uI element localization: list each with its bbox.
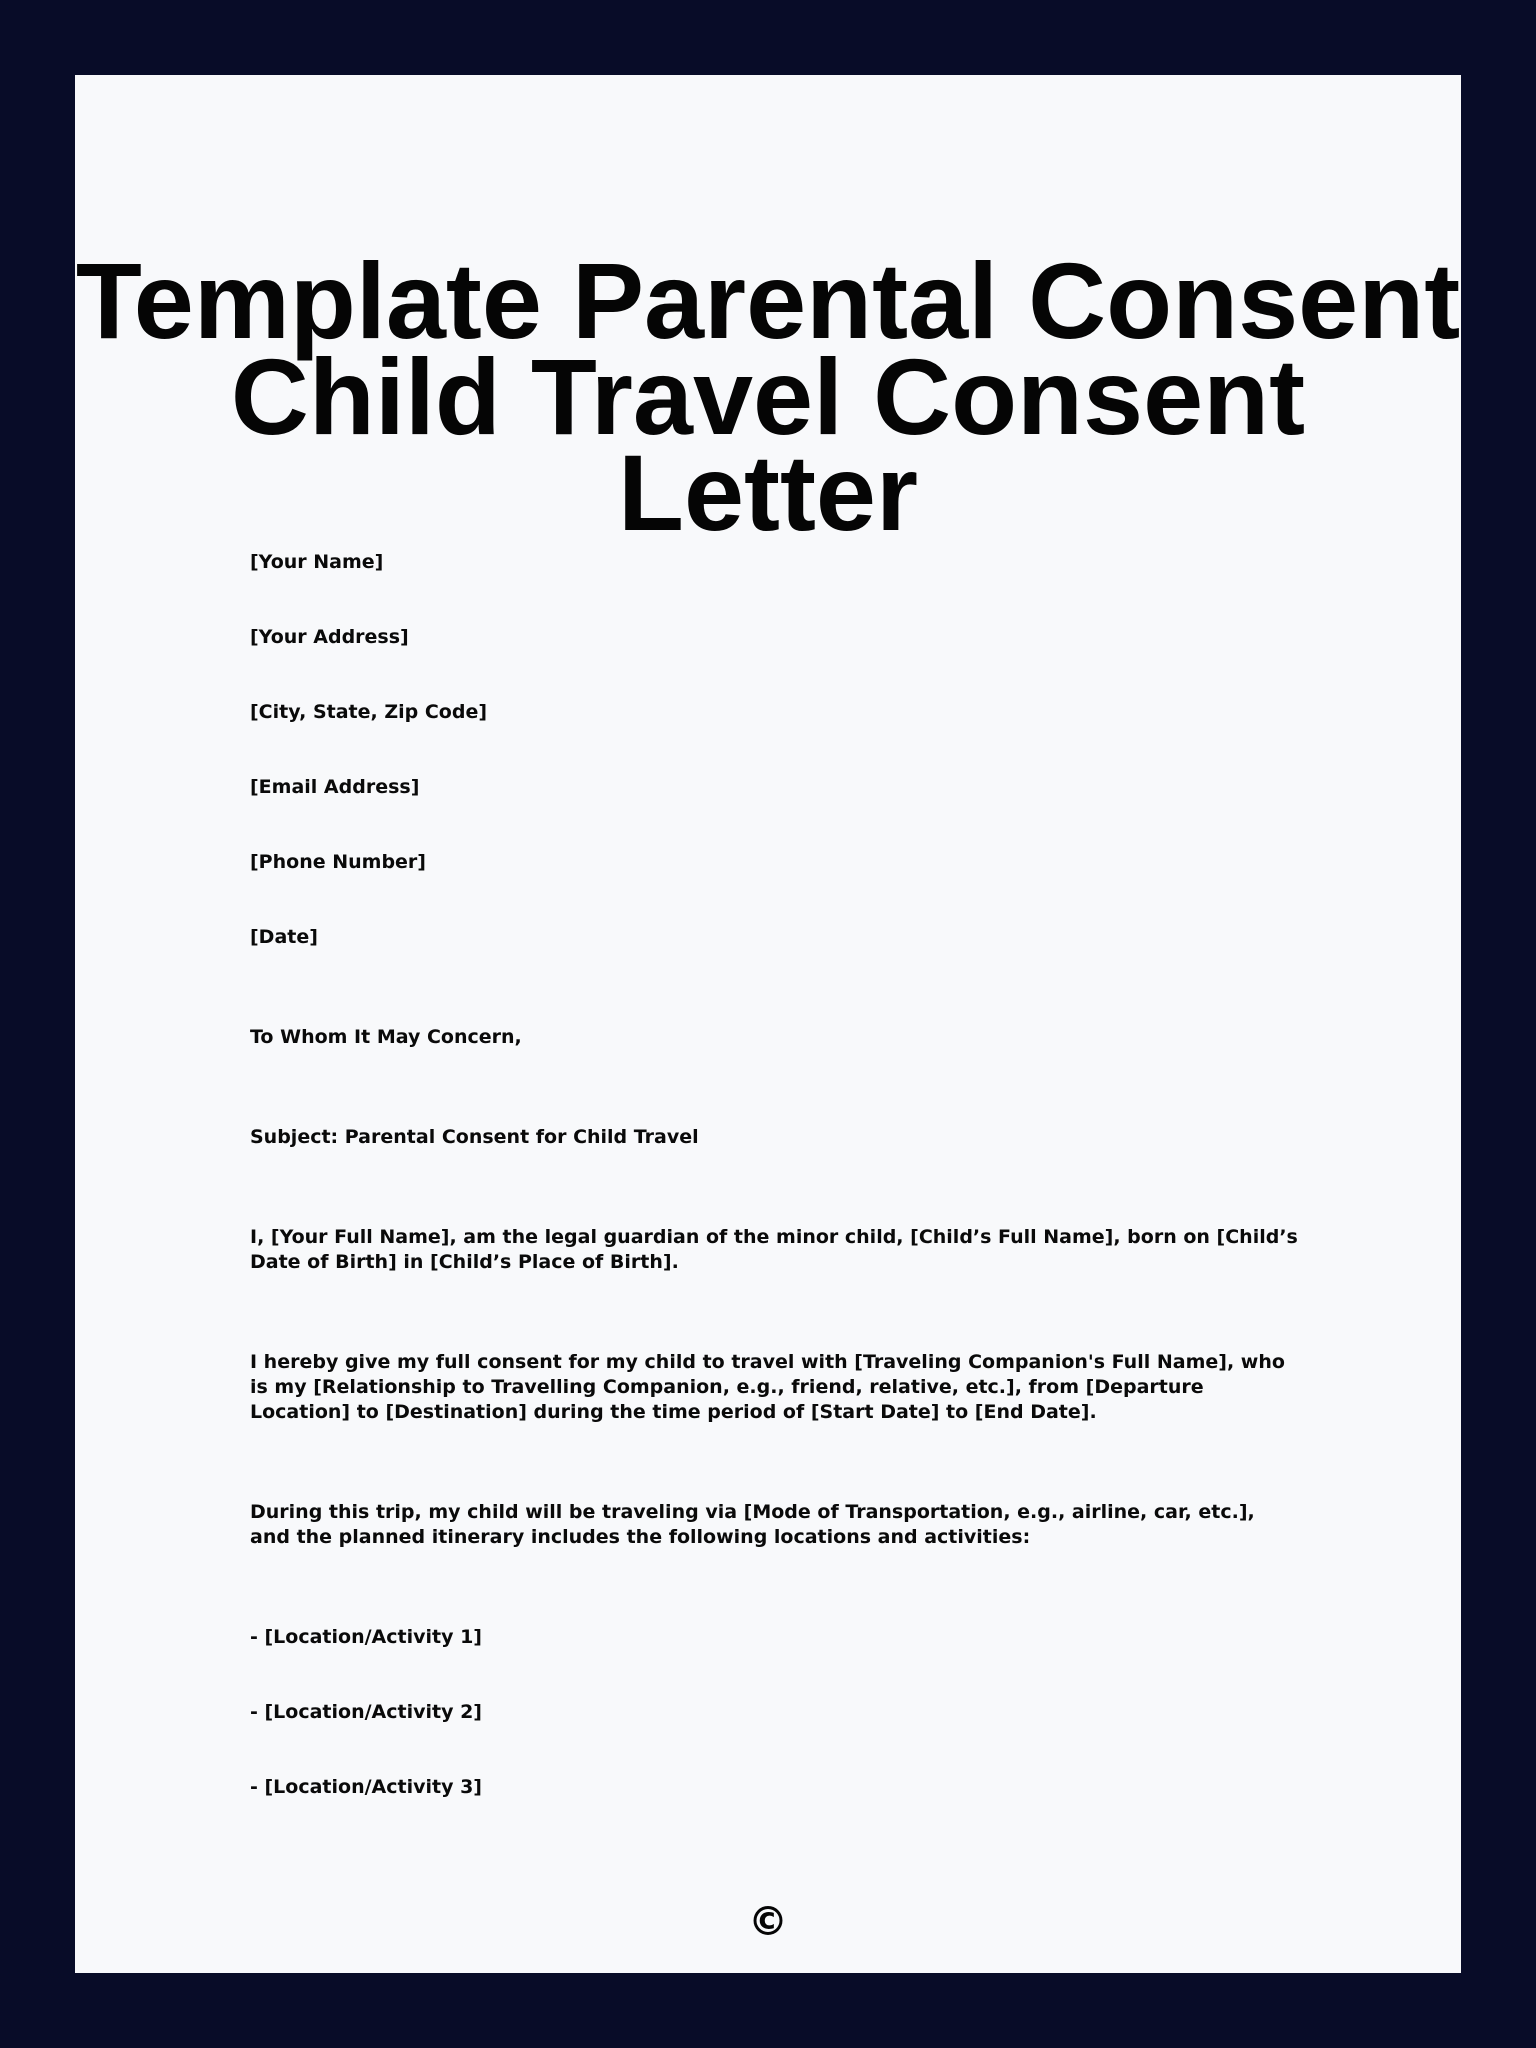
paragraph-guardian: I, [Your Full Name], am the legal guardian of the minor child, [Child’s Full Name], born on [Child’s Date of Birth] in [Child’s Place of Birth].	[250, 1226, 1298, 1273]
sender-address: [Your Address]	[250, 626, 409, 648]
sender-email: [Email Address]	[250, 776, 420, 798]
document-title	[75, 240, 1461, 553]
itinerary-item-2: - [Location/Activity 2]	[250, 1701, 482, 1723]
paragraph-itinerary: During this trip, my child will be traveling via [Mode of Transportation, e.g., airline, car, etc.], and the planned itinerary includes the following locations and activities:	[250, 1501, 1255, 1548]
itinerary-item-1: - [Location/Activity 1]	[250, 1626, 482, 1648]
title-line-2: Child Travel Consent Letter	[230, 336, 1306, 553]
sender-name: [Your Name]	[250, 551, 384, 573]
title-line-1: Template Parental Consent	[75, 240, 1461, 361]
copyright-icon: ©	[748, 1899, 788, 1945]
sender-city-state-zip: [City, State, Zip Code]	[250, 701, 488, 723]
subject-line: Subject: Parental Consent for Child Travel	[250, 1126, 699, 1148]
sender-phone: [Phone Number]	[250, 851, 426, 873]
itinerary-item-3: - [Location/Activity 3]	[250, 1776, 482, 1798]
document-page	[75, 75, 1461, 1973]
paragraph-consent: I hereby give my full consent for my child to travel with [Traveling Companion's Full Name], who is my [Relationship to Travelling Companion, e.g., friend, relative, etc.], from [Departure Location] to [Destination] during the time period of [Start Date] to [End Date].	[250, 1351, 1285, 1423]
letter-date: [Date]	[250, 926, 318, 948]
salutation: To Whom It May Concern,	[250, 1026, 522, 1048]
